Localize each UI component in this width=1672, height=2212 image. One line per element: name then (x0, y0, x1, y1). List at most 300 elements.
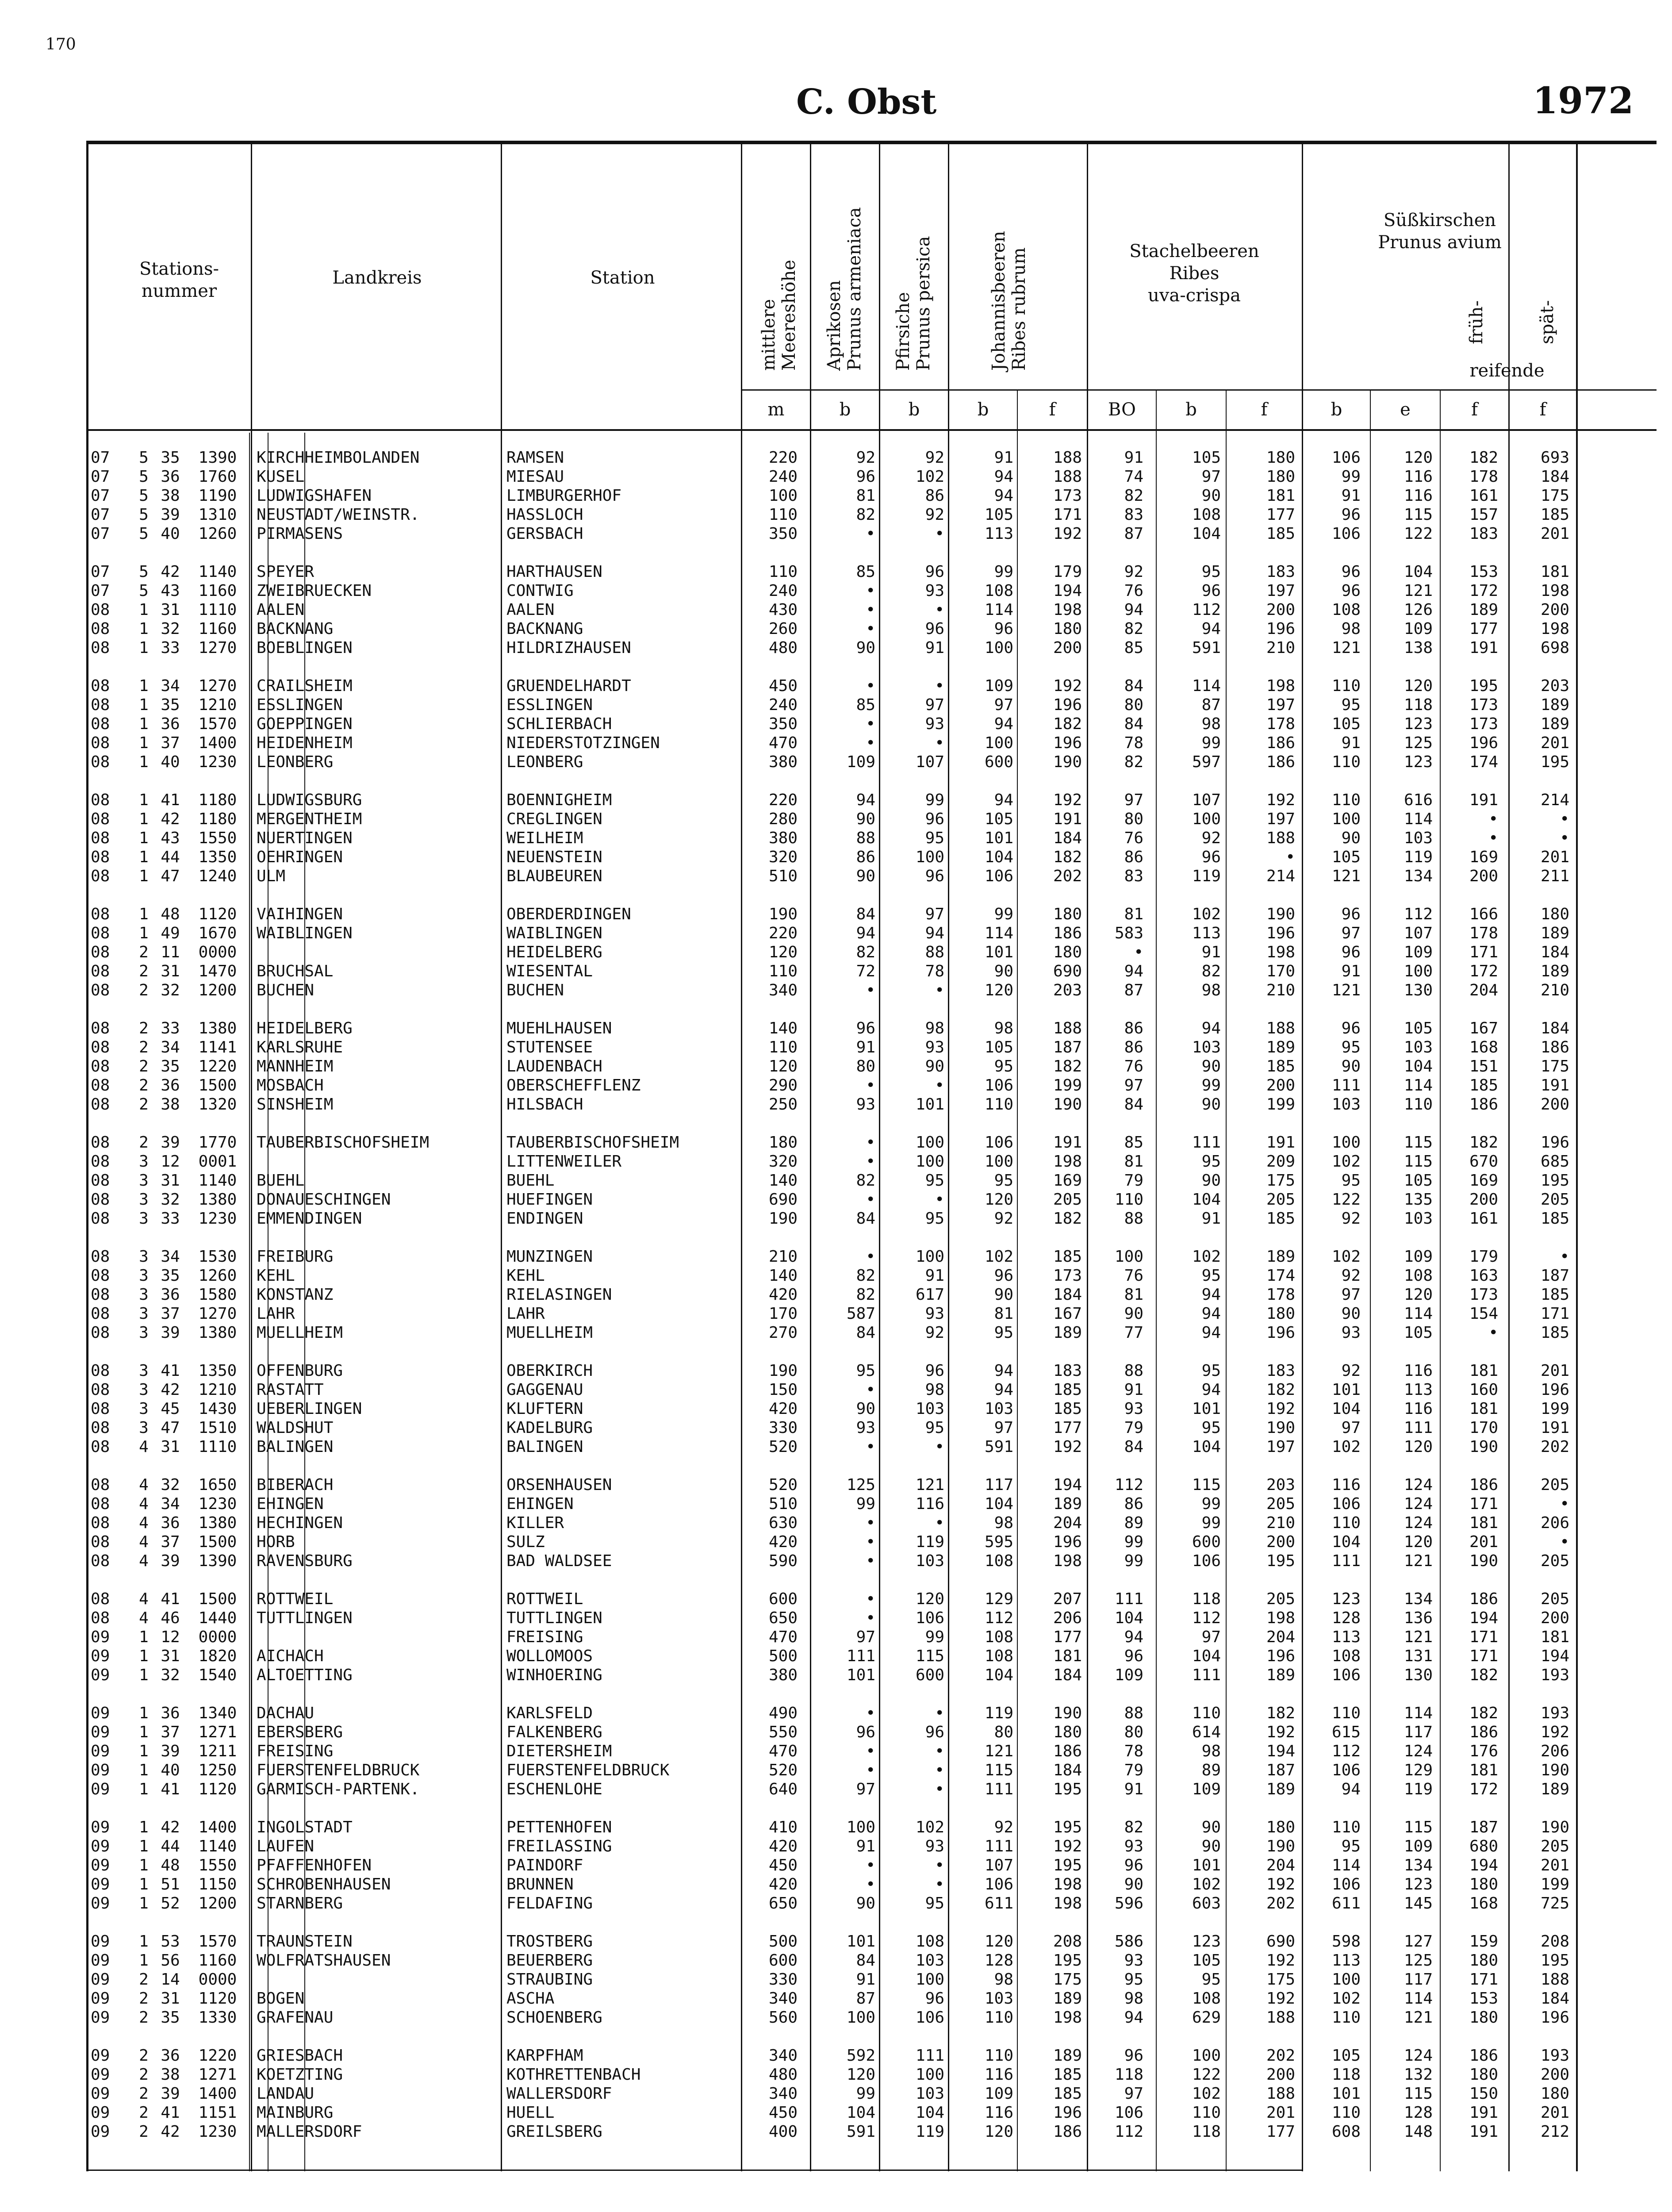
cell-suesskirschen-b: 110 (1331, 1704, 1361, 1722)
cell-stachelbeeren-f: 210 (1266, 639, 1295, 657)
cell-district: 2 (139, 1076, 149, 1094)
cell-code: 1140 (198, 1171, 237, 1190)
cell-stachelbeeren-bo: 94 (1124, 962, 1143, 980)
cell-johannisbeeren-b: 94 (994, 468, 1013, 486)
cell-station: TAUBERBISCHOFSHEIM (506, 1133, 679, 1152)
cell-district: 1 (139, 715, 149, 733)
cell-pfirsiche: 115 (915, 1647, 944, 1665)
cell-johannisbeeren-f: 184 (1053, 1286, 1082, 1304)
cell-district: 2 (139, 2104, 149, 2122)
cell-code: 1260 (198, 525, 237, 543)
cell-aprikosen: 90 (856, 867, 875, 885)
cell-state: 09 (91, 1742, 110, 1760)
cell-suesskirschen-f-spaet: 186 (1540, 1038, 1569, 1056)
cell-stachelbeeren-bo: 89 (1124, 1514, 1143, 1532)
cell-code: 1110 (198, 601, 237, 619)
cell-pfirsiche: • (935, 734, 944, 752)
cell-johannisbeeren-f: 195 (1053, 1780, 1082, 1798)
cell-stachelbeeren-b: 96 (1201, 848, 1221, 866)
cell-code: 1211 (198, 1742, 237, 1760)
cell-district: 3 (139, 1400, 149, 1418)
cell-johannisbeeren-f: 182 (1053, 1210, 1082, 1228)
cell-hoehe: 270 (768, 1324, 798, 1342)
cell-suesskirschen-f-frueh: 194 (1469, 1609, 1498, 1627)
cell-suesskirschen-e: 113 (1404, 1381, 1433, 1399)
cell-aprikosen: 90 (856, 639, 875, 657)
cell-suesskirschen-f-frueh: 178 (1469, 468, 1498, 486)
cell-stachelbeeren-f: 190 (1266, 1419, 1295, 1437)
cell-suesskirschen-e: 112 (1404, 905, 1433, 923)
cell-district: 4 (139, 1552, 149, 1570)
cell-suesskirschen-b: 96 (1341, 943, 1361, 961)
cell-suesskirschen-f-spaet: 203 (1540, 677, 1569, 695)
cell-hoehe: 600 (768, 1590, 798, 1608)
cell-johannisbeeren-b: 100 (984, 734, 1013, 752)
table-row (86, 753, 1572, 771)
table-row (86, 1762, 1572, 1779)
cell-hoehe: 170 (768, 1305, 798, 1323)
cell-state: 08 (91, 1248, 110, 1266)
cell-aprikosen: 91 (856, 1837, 875, 1855)
cell-station-no: 45 (161, 1400, 180, 1418)
cell-stachelbeeren-f: 177 (1266, 2123, 1295, 2141)
cell-stachelbeeren-bo: 90 (1124, 1875, 1143, 1893)
cell-state: 08 (91, 620, 110, 638)
cell-pfirsiche: 100 (915, 848, 944, 866)
cell-stachelbeeren-b: 94 (1201, 1324, 1221, 1342)
table-row (86, 506, 1572, 524)
cell-code: 1400 (198, 1818, 237, 1836)
cell-station: SCHOENBERG (506, 2008, 602, 2027)
cell-station-no: 34 (161, 1495, 180, 1513)
cell-landkreis: FUERSTENFELDBRUCK (257, 1761, 420, 1779)
cell-aprikosen: 97 (856, 1780, 875, 1798)
cell-suesskirschen-f-spaet: 200 (1540, 1095, 1569, 1114)
cell-pfirsiche: 102 (915, 468, 944, 486)
cell-johannisbeeren-f: 194 (1053, 582, 1082, 600)
cell-state: 09 (91, 1875, 110, 1893)
cell-stachelbeeren-f: 183 (1266, 563, 1295, 581)
cell-suesskirschen-f-frueh: 167 (1469, 1019, 1498, 1037)
cell-suesskirschen-e: 105 (1404, 1171, 1433, 1190)
cell-pfirsiche: 111 (915, 2047, 944, 2065)
cell-stachelbeeren-f: 196 (1266, 924, 1295, 942)
cell-stachelbeeren-bo: 90 (1124, 1305, 1143, 1323)
cell-suesskirschen-e: 109 (1404, 1837, 1433, 1855)
cell-hoehe: 550 (768, 1723, 798, 1741)
cell-stachelbeeren-bo: 79 (1124, 1761, 1143, 1779)
cell-stachelbeeren-f: 178 (1266, 1286, 1295, 1304)
cell-district: 5 (139, 582, 149, 600)
cell-johannisbeeren-f: 173 (1053, 487, 1082, 505)
cell-suesskirschen-e: 124 (1404, 1742, 1433, 1760)
cell-stachelbeeren-f: 200 (1266, 601, 1295, 619)
cell-stachelbeeren-b: 103 (1192, 1038, 1221, 1056)
cell-state: 08 (91, 1476, 110, 1494)
cell-suesskirschen-f-spaet: 195 (1540, 1171, 1569, 1190)
cell-station-no: 41 (161, 1590, 180, 1608)
cell-pfirsiche: 95 (925, 1894, 944, 1912)
cell-stachelbeeren-b: 94 (1201, 1305, 1221, 1323)
cell-district: 3 (139, 1152, 149, 1171)
table-row (86, 1153, 1572, 1171)
cell-code: 1320 (198, 1095, 237, 1114)
cell-johannisbeeren-b: 95 (994, 1324, 1013, 1342)
cell-suesskirschen-f-spaet: 187 (1540, 1267, 1569, 1285)
cell-aprikosen: 90 (856, 1400, 875, 1418)
cell-suesskirschen-f-spaet: 211 (1540, 867, 1569, 885)
cell-state: 08 (91, 1152, 110, 1171)
cell-johannisbeeren-b: 100 (984, 639, 1013, 657)
cell-stachelbeeren-f: 186 (1266, 753, 1295, 771)
cell-stachelbeeren-f: 191 (1266, 1133, 1295, 1152)
cell-suesskirschen-f-frueh: • (1488, 810, 1498, 828)
cell-hoehe: 120 (768, 943, 798, 961)
cell-johannisbeeren-f: 180 (1053, 943, 1082, 961)
cell-station-no: 44 (161, 848, 180, 866)
cell-state: 08 (91, 867, 110, 885)
cell-suesskirschen-e: 107 (1404, 924, 1433, 942)
cell-suesskirschen-e: 127 (1404, 1932, 1433, 1951)
cell-suesskirschen-e: 114 (1404, 810, 1433, 828)
cell-pfirsiche: • (935, 525, 944, 543)
cell-suesskirschen-e: 105 (1404, 1324, 1433, 1342)
cell-hoehe: 340 (768, 1989, 798, 2008)
table-top-rule (86, 141, 1657, 144)
cell-district: 2 (139, 2085, 149, 2103)
cell-aprikosen: 99 (856, 2085, 875, 2103)
cell-station: KILLER (506, 1514, 564, 1532)
cell-pfirsiche: 617 (915, 1286, 944, 1304)
cell-johannisbeeren-b: 116 (984, 2066, 1013, 2084)
cell-stachelbeeren-f: 189 (1266, 1780, 1295, 1798)
cell-johannisbeeren-b: 595 (984, 1533, 1013, 1551)
cell-suesskirschen-f-frueh: 168 (1469, 1894, 1498, 1912)
cell-stachelbeeren-b: 104 (1192, 1647, 1221, 1665)
cell-district: 1 (139, 1875, 149, 1893)
cell-stachelbeeren-b: 597 (1192, 753, 1221, 771)
cell-suesskirschen-f-spaet: 184 (1540, 468, 1569, 486)
table-row (86, 1647, 1572, 1665)
cell-hoehe: 420 (768, 1400, 798, 1418)
cell-hoehe: 520 (768, 1438, 798, 1456)
cell-station-no: 35 (161, 2008, 180, 2027)
cell-station: ESCHENLOHE (506, 1780, 602, 1798)
cell-stachelbeeren-bo: 91 (1124, 1780, 1143, 1798)
cell-stachelbeeren-bo: 96 (1124, 1647, 1143, 1665)
cell-station-no: 36 (161, 468, 180, 486)
cell-johannisbeeren-b: 81 (994, 1305, 1013, 1323)
cell-stachelbeeren-f: 177 (1266, 506, 1295, 524)
cell-pfirsiche: 107 (915, 753, 944, 771)
cell-station: CONTWIG (506, 582, 574, 600)
cell-stachelbeeren-b: 113 (1192, 924, 1221, 942)
cell-stachelbeeren-bo: 91 (1124, 449, 1143, 467)
cell-suesskirschen-e: 121 (1404, 1552, 1433, 1570)
cell-pfirsiche: • (935, 1190, 944, 1209)
cell-pfirsiche: 93 (925, 1038, 944, 1056)
cell-johannisbeeren-f: 184 (1053, 829, 1082, 847)
cell-suesskirschen-f-frueh: 171 (1469, 1647, 1498, 1665)
cell-suesskirschen-b: 110 (1331, 791, 1361, 809)
cell-state: 08 (91, 1438, 110, 1456)
cell-hoehe: 380 (768, 1666, 798, 1684)
table-row (86, 734, 1572, 752)
cell-aprikosen: • (866, 525, 875, 543)
table-row (86, 620, 1572, 638)
cell-stachelbeeren-b: 91 (1201, 943, 1221, 961)
cell-johannisbeeren-f: 167 (1053, 1305, 1082, 1323)
cell-district: 2 (139, 2008, 149, 2027)
cell-suesskirschen-e: 120 (1404, 1438, 1433, 1456)
cell-suesskirschen-e: 115 (1404, 1818, 1433, 1836)
cell-stachelbeeren-bo: 110 (1114, 1190, 1143, 1209)
cell-pfirsiche: 92 (925, 449, 944, 467)
cell-johannisbeeren-f: 181 (1053, 1647, 1082, 1665)
cell-stachelbeeren-b: 95 (1201, 1362, 1221, 1380)
cell-johannisbeeren-f: 185 (1053, 2085, 1082, 2103)
cell-state: 08 (91, 1305, 110, 1323)
cell-suesskirschen-f-spaet: 180 (1540, 2085, 1569, 2103)
cell-suesskirschen-b: 93 (1341, 1324, 1361, 1342)
cell-stachelbeeren-f: 188 (1266, 1019, 1295, 1037)
cell-johannisbeeren-b: 120 (984, 2123, 1013, 2141)
cell-johannisbeeren-f: 208 (1053, 1932, 1082, 1951)
cell-landkreis: KOETZTING (257, 2066, 343, 2084)
cell-district: 3 (139, 1210, 149, 1228)
cell-station: HARTHAUSEN (506, 563, 602, 581)
cell-state: 07 (91, 563, 110, 581)
cell-suesskirschen-e: 136 (1404, 1609, 1433, 1627)
cell-suesskirschen-e: 103 (1404, 1038, 1433, 1056)
cell-stachelbeeren-f: 180 (1266, 449, 1295, 467)
cell-district: 1 (139, 1628, 149, 1646)
cell-station: GERSBACH (506, 525, 583, 543)
cell-aprikosen: 93 (856, 1095, 875, 1114)
cell-hoehe: 510 (768, 1495, 798, 1513)
cell-johannisbeeren-b: 109 (984, 677, 1013, 695)
cell-landkreis: LUDWIGSBURG (257, 791, 362, 809)
cell-aprikosen: 84 (856, 1951, 875, 1970)
cell-johannisbeeren-b: 94 (994, 1362, 1013, 1380)
cell-stachelbeeren-bo: 106 (1114, 2104, 1143, 2122)
cell-johannisbeeren-f: 177 (1053, 1628, 1082, 1646)
cell-suesskirschen-f-spaet: 181 (1540, 563, 1569, 581)
table-row (86, 1781, 1572, 1798)
cell-state: 08 (91, 715, 110, 733)
cell-station-no: 31 (161, 962, 180, 980)
cell-johannisbeeren-f: 199 (1053, 1076, 1082, 1094)
cell-pfirsiche: 96 (925, 563, 944, 581)
cell-suesskirschen-b: 96 (1341, 1019, 1361, 1037)
cell-state: 08 (91, 1057, 110, 1075)
cell-code: 1500 (198, 1533, 237, 1551)
cell-station: RIELASINGEN (506, 1286, 612, 1304)
cell-station-no: 34 (161, 1038, 180, 1056)
cell-hoehe: 110 (768, 1038, 798, 1056)
cell-johannisbeeren-b: 108 (984, 1647, 1013, 1665)
cell-district: 5 (139, 563, 149, 581)
cell-landkreis: EHINGEN (257, 1495, 324, 1513)
table-row (86, 715, 1572, 733)
cell-code: 1500 (198, 1076, 237, 1094)
cell-landkreis: SINSHEIM (257, 1095, 334, 1114)
cell-stachelbeeren-b: 95 (1201, 1267, 1221, 1285)
cell-suesskirschen-e: 130 (1404, 981, 1433, 999)
cell-aprikosen: 90 (856, 1894, 875, 1912)
cell-pfirsiche: 600 (915, 1666, 944, 1684)
cell-stachelbeeren-f: 197 (1266, 582, 1295, 600)
cell-suesskirschen-e: 116 (1404, 1400, 1433, 1418)
cell-stachelbeeren-b: 98 (1201, 715, 1221, 733)
cell-hoehe: 470 (768, 1742, 798, 1760)
cell-stachelbeeren-f: 197 (1266, 1438, 1295, 1456)
cell-suesskirschen-f-spaet: 201 (1540, 848, 1569, 866)
cell-johannisbeeren-f: 200 (1053, 639, 1082, 657)
cell-stachelbeeren-bo: 84 (1124, 677, 1143, 695)
cell-stachelbeeren-f: 204 (1266, 1856, 1295, 1874)
cell-stachelbeeren-f: 210 (1266, 1514, 1295, 1532)
cell-state: 09 (91, 1647, 110, 1665)
cell-stachelbeeren-bo: 94 (1124, 1628, 1143, 1646)
cell-aprikosen: 91 (856, 1038, 875, 1056)
cell-district: 5 (139, 525, 149, 543)
cell-stachelbeeren-bo: 81 (1124, 1152, 1143, 1171)
cell-station-no: 34 (161, 1248, 180, 1266)
cell-aprikosen: 592 (846, 2047, 875, 2065)
cell-landkreis: LEONBERG (257, 753, 334, 771)
cell-suesskirschen-f-frueh: 161 (1469, 1210, 1498, 1228)
cell-suesskirschen-f-spaet: 206 (1540, 1742, 1569, 1760)
cell-station-no: 32 (161, 1190, 180, 1209)
cell-district: 3 (139, 1305, 149, 1323)
cell-suesskirschen-f-spaet: 200 (1540, 2066, 1569, 2084)
cell-state: 08 (91, 924, 110, 942)
cell-johannisbeeren-f: 195 (1053, 1951, 1082, 1970)
cell-code: 1350 (198, 848, 237, 866)
cell-pfirsiche: 98 (925, 1019, 944, 1037)
cell-code: 1380 (198, 1019, 237, 1037)
cell-station: BALINGEN (506, 1438, 583, 1456)
cell-hoehe: 500 (768, 1932, 798, 1951)
cell-station-no: 42 (161, 1381, 180, 1399)
cell-suesskirschen-f-spaet: 191 (1540, 1076, 1569, 1094)
cell-suesskirschen-f-spaet: 175 (1540, 1057, 1569, 1075)
table-row (86, 449, 1572, 467)
cell-suesskirschen-e: 616 (1404, 791, 1433, 809)
cell-state: 08 (91, 1533, 110, 1551)
table-row (86, 1495, 1572, 1513)
cell-station: KOTHRETTENBACH (506, 2066, 641, 2084)
table-row (86, 677, 1572, 695)
cell-code: 1430 (198, 1400, 237, 1418)
table-row (86, 1267, 1572, 1285)
cell-code: 1151 (198, 2104, 237, 2122)
cell-station-no: 31 (161, 1647, 180, 1665)
cell-code: 1380 (198, 1190, 237, 1209)
unit-suesskirschen-b: b (1331, 399, 1342, 420)
cell-district: 3 (139, 1248, 149, 1266)
cell-landkreis: WOLFRATSHAUSEN (257, 1951, 391, 1970)
cell-hoehe: 190 (768, 905, 798, 923)
cell-johannisbeeren-b: 591 (984, 1438, 1013, 1456)
cell-landkreis: AICHACH (257, 1647, 324, 1665)
cell-station-no: 40 (161, 1761, 180, 1779)
cell-hoehe: 380 (768, 829, 798, 847)
cell-suesskirschen-e: 100 (1404, 962, 1433, 980)
cell-johannisbeeren-b: 107 (984, 1856, 1013, 1874)
cell-landkreis: LANDAU (257, 2085, 314, 2103)
cell-suesskirschen-e: 121 (1404, 1628, 1433, 1646)
cell-suesskirschen-f-frueh: 180 (1469, 2008, 1498, 2027)
cell-stachelbeeren-bo: 81 (1124, 905, 1143, 923)
cell-suesskirschen-f-spaet: 201 (1540, 525, 1569, 543)
cell-hoehe: 340 (768, 2085, 798, 2103)
table-row (86, 1039, 1572, 1056)
cell-suesskirschen-b: 110 (1331, 1514, 1361, 1532)
cell-pfirsiche: 96 (925, 1723, 944, 1741)
cell-stachelbeeren-b: 90 (1201, 1818, 1221, 1836)
cell-suesskirschen-f-frueh: 182 (1469, 449, 1498, 467)
cell-suesskirschen-f-spaet: 192 (1540, 1723, 1569, 1741)
cell-johannisbeeren-b: 94 (994, 487, 1013, 505)
cell-landkreis: LUDWIGSHAFEN (257, 487, 372, 505)
cell-landkreis: MERGENTHEIM (257, 810, 362, 828)
table-row (86, 1020, 1572, 1037)
cell-johannisbeeren-b: 103 (984, 1400, 1013, 1418)
cell-johannisbeeren-b: 112 (984, 1609, 1013, 1627)
cell-pfirsiche: 121 (915, 1476, 944, 1494)
cell-state: 07 (91, 525, 110, 543)
cell-station-no: 36 (161, 1286, 180, 1304)
cell-state: 09 (91, 1951, 110, 1970)
cell-stachelbeeren-b: 99 (1201, 1495, 1221, 1513)
cell-station-no: 42 (161, 810, 180, 828)
cell-code: 0000 (198, 1628, 237, 1646)
cell-aprikosen: 93 (856, 1419, 875, 1437)
cell-johannisbeeren-b: 96 (994, 1267, 1013, 1285)
cell-station: GRUENDELHARDT (506, 677, 631, 695)
cell-suesskirschen-f-frueh: 172 (1469, 1780, 1498, 1798)
cell-code: 1770 (198, 1133, 237, 1152)
cell-hoehe: 140 (768, 1171, 798, 1190)
cell-stachelbeeren-f: 186 (1266, 734, 1295, 752)
cell-district: 1 (139, 1951, 149, 1970)
cell-suesskirschen-b: 102 (1331, 1438, 1361, 1456)
cell-suesskirschen-f-spaet: 199 (1540, 1875, 1569, 1893)
cell-landkreis: KONSTANZ (257, 1286, 334, 1304)
cell-hoehe: 650 (768, 1609, 798, 1627)
cell-johannisbeeren-b: 105 (984, 1038, 1013, 1056)
cell-station: TUTTLINGEN (506, 1609, 602, 1627)
cell-district: 1 (139, 1666, 149, 1684)
cell-suesskirschen-f-frueh: 173 (1469, 696, 1498, 714)
cell-state: 08 (91, 791, 110, 809)
cell-suesskirschen-f-frueh: 171 (1469, 1495, 1498, 1513)
cell-aprikosen: • (866, 1609, 875, 1627)
cell-code: 1270 (198, 639, 237, 657)
cell-suesskirschen-f-frueh: 157 (1469, 506, 1498, 524)
cell-suesskirschen-f-spaet: 200 (1540, 601, 1569, 619)
cell-johannisbeeren-f: 198 (1053, 1875, 1082, 1893)
cell-stachelbeeren-b: 90 (1201, 1095, 1221, 1114)
cell-landkreis: PIRMASENS (257, 525, 343, 543)
cell-code: 1250 (198, 1761, 237, 1779)
cell-hoehe: 410 (768, 1818, 798, 1836)
cell-suesskirschen-f-spaet: 175 (1540, 487, 1569, 505)
cell-pfirsiche: • (935, 1780, 944, 1798)
cell-suesskirschen-f-spaet: 698 (1540, 639, 1569, 657)
